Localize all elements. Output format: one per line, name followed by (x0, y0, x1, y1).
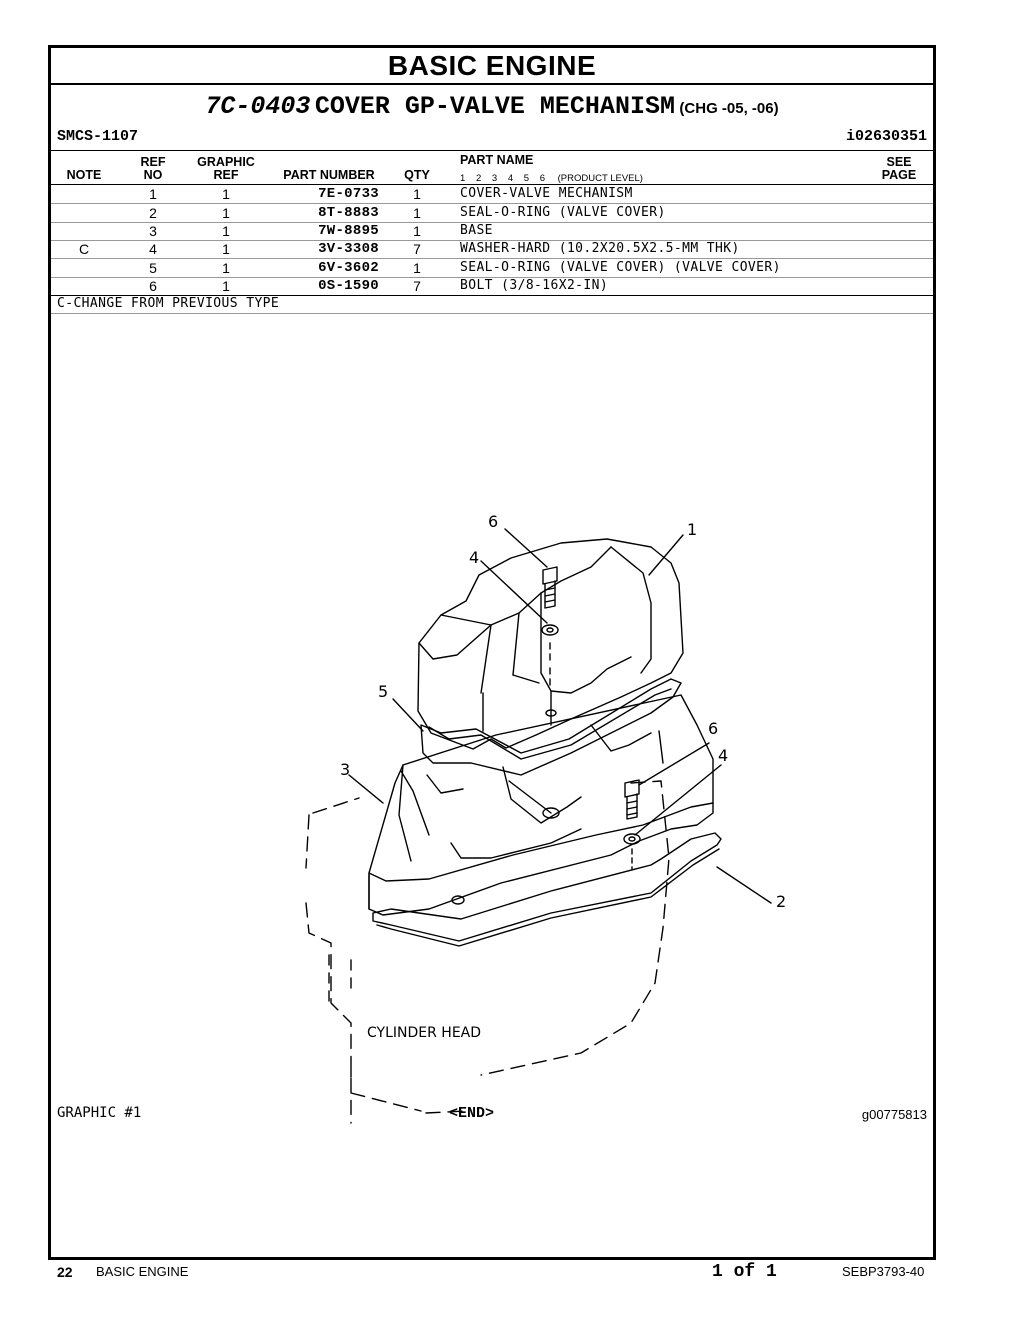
row-qty: 1 (413, 260, 421, 276)
document-id: i02630351 (845, 128, 927, 145)
row-ref: 2 (149, 205, 157, 221)
callout-3: 3 (340, 760, 351, 779)
row-ref: 3 (149, 223, 157, 239)
callout-4-lower: 4 (718, 746, 729, 765)
row-part-name: BASE (460, 223, 493, 238)
row-graphic-ref: 1 (222, 223, 230, 239)
callout-1: 1 (687, 520, 698, 539)
row-graphic-ref: 1 (222, 260, 230, 276)
row-graphic-ref: 1 (222, 205, 230, 221)
group-number: 7C-0403 (205, 92, 311, 121)
row-part-number: 7W-8895 (318, 223, 379, 239)
footer-section: BASIC ENGINE (96, 1264, 189, 1279)
lower-bolt (625, 780, 639, 819)
table-row (51, 259, 933, 277)
header-qty: QTY (404, 168, 430, 182)
header-see-bottom: PAGE (881, 168, 917, 182)
callout-6-lower: 6 (708, 719, 719, 738)
row-part-name: WASHER-HARD (10.2X20.5X2.5-MM THK) (460, 241, 740, 256)
cylinder-head-label: CYLINDER HEAD (367, 1025, 482, 1041)
row-part-name: SEAL-O-RING (VALVE COVER) (460, 205, 666, 220)
row-note: C (78, 241, 90, 257)
upper-washer (542, 625, 558, 635)
change-note: C-CHANGE FROM PREVIOUS TYPE (57, 296, 280, 311)
table-row (51, 185, 933, 203)
row-ref: 1 (149, 186, 157, 202)
exploded-view-graphic (251, 463, 787, 1103)
product-level-6: 6 (539, 173, 545, 184)
table-row (51, 222, 933, 240)
graphic-label: GRAPHIC #1 (57, 1105, 142, 1121)
row-ref: 5 (149, 260, 157, 276)
header-part-name: PART NAME (460, 153, 534, 167)
row-part-number: 0S-1590 (318, 278, 379, 294)
row-qty: 7 (413, 278, 421, 294)
product-level-label: (PRODUCT LEVEL) (557, 173, 643, 184)
graphic-code: g00775813 (861, 1107, 927, 1122)
end-marker: <END> (449, 1105, 495, 1122)
lower-washer (624, 834, 640, 844)
table-row (51, 277, 933, 295)
product-levels (460, 173, 651, 184)
callout-4-upper: 4 (469, 548, 480, 567)
row-qty: 7 (413, 241, 421, 257)
header-graphic-bottom: REF (213, 168, 239, 182)
header-ref-bottom: NO (143, 168, 163, 182)
row-part-number: 6V-3602 (318, 260, 379, 276)
smcs-code: SMCS-1107 (57, 128, 139, 145)
page-count: 1 of 1 (712, 1262, 777, 1282)
table-row (51, 204, 933, 222)
header-part-number: PART NUMBER (283, 168, 375, 182)
row-part-number: 8T-8883 (318, 205, 379, 221)
callout-5: 5 (378, 682, 389, 701)
page-frame (48, 45, 936, 1260)
row-part-name: COVER-VALVE MECHANISM (460, 186, 633, 201)
seal-o-ring-2 (373, 833, 721, 941)
section-banner (51, 48, 933, 85)
callout-2: 2 (776, 892, 787, 911)
header-note: NOTE (66, 168, 102, 182)
product-level-5: 5 (523, 173, 530, 184)
product-level-1: 1 (460, 173, 466, 184)
table-row (51, 240, 933, 258)
product-level-2: 2 (475, 173, 482, 184)
document-number: SEBP3793-40 (842, 1264, 925, 1279)
header-see-top: SEE (886, 155, 912, 169)
row-part-number: 7E-0733 (318, 186, 379, 202)
row-part-name: BOLT (3/8-16X2-IN) (460, 278, 609, 293)
row-qty: 1 (413, 205, 421, 221)
row-graphic-ref: 1 (222, 241, 230, 257)
section-title: BASIC ENGINE (387, 50, 597, 81)
table-top-rule (51, 150, 933, 151)
cylinder-head-outline (306, 781, 669, 1123)
product-level-3: 3 (491, 173, 498, 184)
note-rule (51, 313, 933, 314)
product-level-4: 4 (507, 173, 514, 184)
group-name: COVER GP-VALVE MECHANISM (314, 92, 675, 121)
change-levels: (CHG -05, -06) (679, 100, 779, 117)
row-graphic-ref: 1 (222, 186, 230, 202)
row-ref: 6 (149, 278, 157, 294)
row-ref: 4 (149, 241, 157, 257)
header-graphic-top: GRAPHIC (197, 155, 255, 169)
row-graphic-ref: 1 (222, 278, 230, 294)
page-number: 22 (57, 1264, 73, 1280)
row-part-number: 3V-3308 (318, 241, 379, 257)
callout-6-upper: 6 (488, 512, 499, 531)
row-part-name: SEAL-O-RING (VALVE COVER) (VALVE COVER) (460, 260, 781, 275)
row-qty: 1 (413, 223, 421, 239)
group-title (51, 92, 933, 121)
header-ref-top: REF (140, 155, 166, 169)
row-qty: 1 (413, 186, 421, 202)
